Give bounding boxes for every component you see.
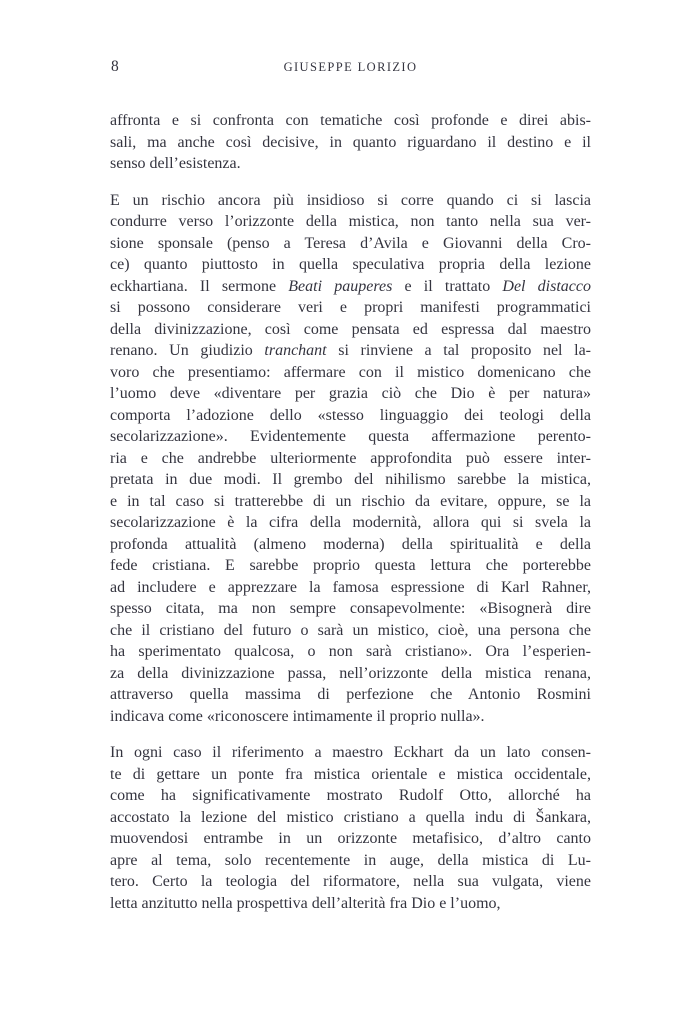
text-line: tero. Certo la teologia del riformatore, nella sua vulgata, viene <box>110 873 591 890</box>
text-line: condurre verso l’orizzonte della mistica, non tanto nella sua ver- <box>110 213 591 230</box>
text-line: e in tal caso si tratterebbe di un rischio da evitare, oppure, se la <box>110 492 591 510</box>
text-line: muovendosi entrambe in un orizzonte metafisico, d’altro canto <box>110 830 591 847</box>
text-line: te di gettare un ponte fra mistica orientale e mistica occidentale, <box>110 765 591 783</box>
page-number: 8 <box>111 58 119 75</box>
text-line: senso dell’esistenza. <box>110 155 241 172</box>
text-line: In ogni caso il riferimento a maestro Eckhart da un lato consen- <box>110 744 591 761</box>
paragraph <box>110 742 591 914</box>
text-line: ce) quanto piuttosto in quella speculativa propria della lezione <box>110 256 591 273</box>
text-line: ad includere e apprezzare la famosa espressione di Karl Rahner, <box>110 578 591 596</box>
text-line: eckhartiana. Il sermone Beati pauperes e il trattato Del distacco <box>110 277 592 295</box>
text-line: voro che presentiamo: affermare con il mistico domenicano che <box>110 363 591 381</box>
text-line: secolarizzazione». Evidentemente questa affermazione perento- <box>110 428 591 445</box>
text-line: della divinizzazione, così come pensata ed espressa dal maestro <box>110 320 591 338</box>
text-line: spesso citata, ma non sempre consapevolmente: «Bisognerà dire <box>110 600 591 617</box>
paragraph <box>110 190 591 728</box>
text-line: come ha significativamente mostrato Rudolf Otto, allorché ha <box>110 787 591 804</box>
text-line: pretata in due modi. Il grembo del nihilismo sarebbe la mistica, <box>110 471 591 488</box>
text-line: letta anzitutto nella prospettiva dell’alterità fra Dio e l’uomo, <box>110 894 501 912</box>
text-line: che il cristiano del futuro o sarà un mistico, cioè, una persona che <box>110 621 591 639</box>
text-line: E un rischio ancora più insidioso si corre quando ci si lascia <box>110 191 591 209</box>
text-line: sali, ma anche così decisive, in quanto riguardano il destino e il <box>110 133 591 151</box>
text-line: apre al tema, solo recentemente in auge, della mistica di Lu- <box>110 851 591 869</box>
text-line: indicava come «riconoscere intimamente il proprio nulla». <box>110 707 485 725</box>
text-line: attraverso quella massima di perfezione che Antonio Rosmini <box>110 686 591 703</box>
text-line: comporta l’adozione dello «stesso linguaggio dei teologi della <box>110 406 591 424</box>
text-line: ria e che andrebbe ulteriormente approfondita può essere inter- <box>110 449 591 467</box>
text-line: sione sponsale (penso a Teresa d’Avila e Giovanni della Cro- <box>110 234 591 252</box>
text-line: profonda attualità (almeno moderna) della spiritualità e della <box>110 535 591 553</box>
text-line: affronta e si confronta con tematiche così profonde e direi abis- <box>110 112 591 129</box>
body-text <box>110 110 591 914</box>
text-line: accostato la lezione del mistico cristiano a quella indu di Šankara, <box>110 808 591 826</box>
text-line: ha sperimentato qualcosa, o non sarà cristiano». Ora l’esperien- <box>110 643 591 660</box>
text-line: renano. Un giudizio tranchant si rinviene a tal proposito nel la- <box>110 342 591 359</box>
text-line: fede cristiana. E sarebbe proprio questa lettura che porterebbe <box>110 557 591 574</box>
text-line: za della divinizzazione passa, nell’orizzonte della mistica renana, <box>110 664 591 682</box>
text-line: si possono considerare veri e propri manifesti programmatici <box>110 299 591 316</box>
paragraph <box>110 110 591 175</box>
text-line: l’uomo deve «diventare per grazia ciò che Dio è per natura» <box>110 385 591 402</box>
running-header: GIUSEPPE LORIZIO <box>283 60 418 74</box>
text-line: secolarizzazione è la cifra della modernità, allora qui si svela la <box>110 514 591 531</box>
page-header <box>110 58 591 76</box>
